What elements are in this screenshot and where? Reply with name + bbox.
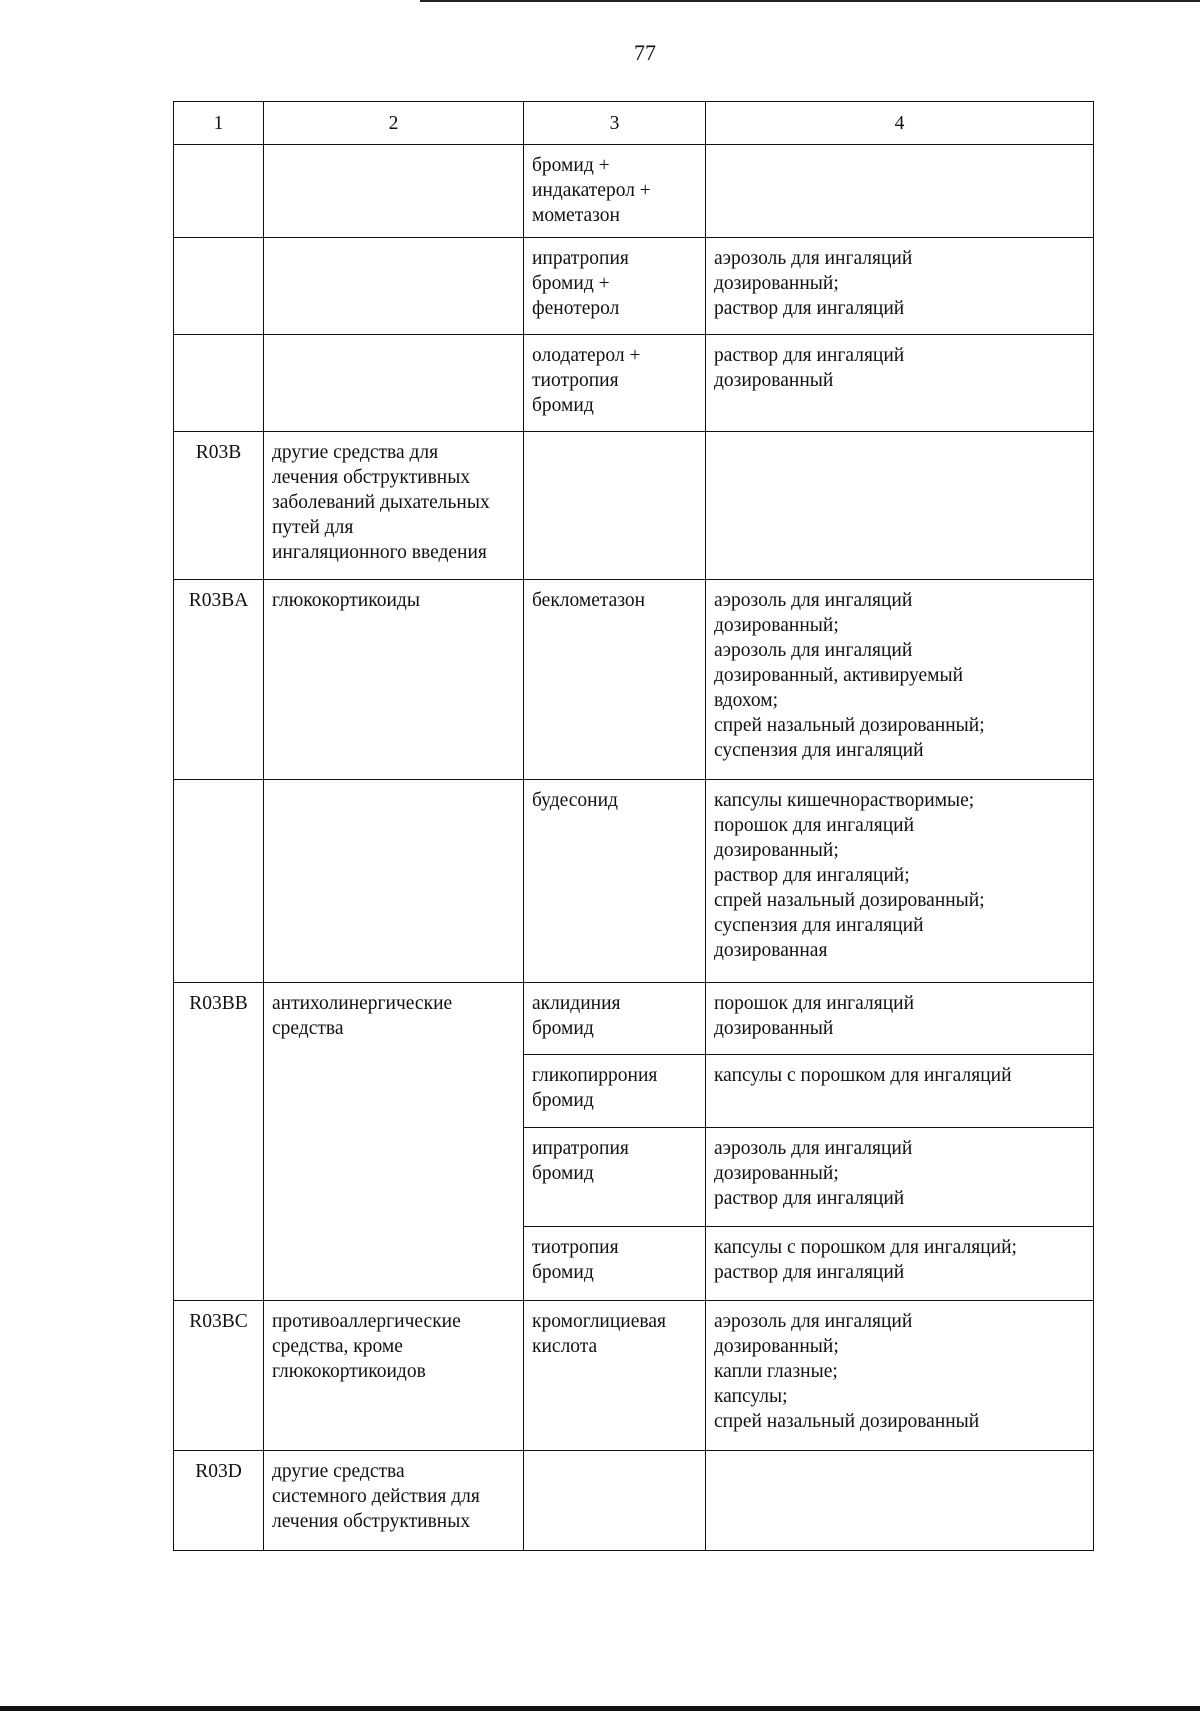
atc-code-cell	[174, 335, 264, 432]
substance-cell-line: бромид	[532, 1090, 594, 1111]
dosage-forms-cell	[706, 1301, 1094, 1451]
substance-cell	[524, 145, 706, 238]
dosage-forms-cell-line: суспензия для ингаляций	[714, 740, 924, 761]
dosage-forms-cell-line: раствор для ингаляций	[714, 1188, 905, 1209]
substance-cell-line: индакатерол +	[532, 180, 651, 201]
table-row	[174, 780, 1094, 983]
substance-cell-line: беклометазон	[532, 590, 646, 611]
atc-group-cell	[264, 1451, 524, 1551]
header-col-2: 2	[264, 102, 524, 145]
dosage-forms-cell	[706, 1451, 1094, 1551]
atc-group-cell-line: средства, кроме	[272, 1336, 403, 1357]
dosage-forms-cell	[706, 432, 1094, 580]
bottom-border-line	[0, 1706, 1200, 1711]
table-row	[174, 580, 1094, 780]
substance-cell-line: тиотропия	[532, 1237, 619, 1258]
atc-group-cell-line: лечения обструктивных	[272, 1511, 471, 1532]
dosage-forms-cell-line: дозированный	[714, 1018, 834, 1039]
header-row	[174, 102, 1094, 145]
dosage-forms-cell-line: спрей назальный дозированный;	[714, 890, 985, 911]
dosage-forms-cell-line: капсулы;	[714, 1386, 788, 1407]
dosage-forms-cell-line: суспензия для ингаляций	[714, 915, 924, 936]
dosage-forms-cell-line: дозированная	[714, 940, 828, 961]
table-row	[174, 335, 1094, 432]
substance-cell-line: бромид	[532, 1163, 594, 1184]
substance-cell	[524, 1227, 706, 1301]
atc-code-cell: R03BB	[174, 983, 264, 1301]
dosage-forms-cell-line: вдохом;	[714, 690, 779, 711]
substance-cell-line: мометазон	[532, 205, 620, 226]
atc-group-cell	[264, 145, 524, 238]
substance-cell	[524, 580, 706, 780]
top-border-line	[420, 0, 1200, 2]
substance-cell	[524, 432, 706, 580]
header-col-1: 1	[174, 102, 264, 145]
atc-group-cell-line: глюкокортикоиды	[272, 590, 420, 611]
atc-group-cell-line: противоаллергические	[272, 1311, 461, 1332]
table-row	[174, 238, 1094, 335]
atc-group-cell-line: путей для	[272, 517, 354, 538]
table-row	[174, 1301, 1094, 1451]
atc-code-cell: R03BC	[174, 1301, 264, 1451]
dosage-forms-cell-line: аэрозоль для ингаляций	[714, 640, 913, 661]
dosage-forms-cell-line: дозированный;	[714, 1336, 839, 1357]
dosage-forms-cell	[706, 145, 1094, 238]
dosage-forms-cell-line: дозированный, активируемый	[714, 665, 964, 686]
dosage-forms-cell-line: дозированный;	[714, 273, 839, 294]
dosage-forms-cell-line: порошок для ингаляций	[714, 993, 914, 1014]
substance-cell-line: бромид +	[532, 155, 610, 176]
substance-cell-line: олодатерол +	[532, 345, 641, 366]
atc-group-cell-line: системного действия для	[272, 1486, 480, 1507]
page-number: 77	[634, 40, 656, 65]
dosage-forms-cell	[706, 1227, 1094, 1301]
atc-group-cell-line: средства	[272, 1018, 344, 1039]
dosage-forms-cell-line: капсулы с порошком для ингаляций;	[714, 1237, 1017, 1258]
substance-cell-line: фенотерол	[532, 298, 620, 319]
substance-cell	[524, 1128, 706, 1227]
dosage-forms-cell	[706, 983, 1094, 1055]
substance-cell-line: будесонид	[532, 790, 618, 811]
dosage-forms-cell-line: капли глазные;	[714, 1361, 838, 1382]
atc-group-cell-line: другие средства для	[272, 442, 439, 463]
atc-group-cell-line: заболеваний дыхательных	[272, 492, 490, 513]
substance-cell-line: аклидиния	[532, 993, 621, 1014]
substance-cell	[524, 238, 706, 335]
substance-cell-line: бромид	[532, 1018, 594, 1039]
dosage-forms-cell	[706, 580, 1094, 780]
dosage-forms-cell-line: дозированный;	[714, 840, 839, 861]
substance-cell-line: гликопиррония	[532, 1065, 658, 1086]
atc-group-cell-line: антихолинергические	[272, 993, 453, 1014]
substance-cell	[524, 335, 706, 432]
dosage-forms-cell	[706, 1055, 1094, 1128]
dosage-forms-cell	[706, 780, 1094, 983]
atc-group-cell-line: ингаляционного введения	[272, 542, 487, 563]
dosage-forms-cell-line: порошок для ингаляций	[714, 815, 914, 836]
substance-cell	[524, 1301, 706, 1451]
atc-code-cell: R03B	[174, 432, 264, 580]
dosage-forms-cell-line: спрей назальный дозированный	[714, 1411, 980, 1432]
substance-cell	[524, 1055, 706, 1128]
dosage-forms-cell-line: аэрозоль для ингаляций	[714, 1138, 913, 1159]
dosage-forms-cell-line: раствор для ингаляций	[714, 345, 905, 366]
dosage-forms-cell-line: раствор для ингаляций	[714, 298, 905, 319]
substance-cell-line: тиотропия	[532, 370, 619, 391]
atc-group-cell	[264, 432, 524, 580]
substance-cell-line: кислота	[532, 1336, 598, 1357]
dosage-forms-cell-line: спрей назальный дозированный;	[714, 715, 985, 736]
table-row	[174, 983, 1094, 1055]
atc-group-cell	[264, 983, 524, 1301]
atc-group-cell	[264, 580, 524, 780]
dosage-forms-cell-line: дозированный	[714, 370, 834, 391]
substance-cell-line: кромоглициевая	[532, 1311, 666, 1332]
substance-cell-line: бромид	[532, 1262, 594, 1283]
dosage-forms-cell	[706, 238, 1094, 335]
dosage-forms-cell	[706, 335, 1094, 432]
atc-code-cell: R03D	[174, 1451, 264, 1551]
atc-group-cell	[264, 335, 524, 432]
dosage-forms-cell-line: аэрозоль для ингаляций	[714, 590, 913, 611]
dosage-forms-cell-line: капсулы кишечнорастворимые;	[714, 790, 975, 811]
dosage-forms-cell-line: раствор для ингаляций;	[714, 865, 910, 886]
drug-table-body	[174, 102, 1094, 1551]
atc-group-cell-line: глюкокортикоидов	[272, 1361, 426, 1382]
dosage-forms-cell-line: аэрозоль для ингаляций	[714, 1311, 913, 1332]
atc-code-cell	[174, 780, 264, 983]
substance-cell	[524, 780, 706, 983]
dosage-forms-cell-line: дозированный;	[714, 1163, 839, 1184]
substance-cell	[524, 983, 706, 1055]
atc-group-cell	[264, 780, 524, 983]
atc-code-cell	[174, 238, 264, 335]
substance-cell	[524, 1451, 706, 1551]
header-col-4: 4	[706, 102, 1094, 145]
dosage-forms-cell-line: капсулы с порошком для ингаляций	[714, 1065, 1012, 1086]
atc-group-cell	[264, 1301, 524, 1451]
table-row	[174, 432, 1094, 580]
drug-table	[173, 101, 1094, 1551]
header-col-3: 3	[524, 102, 706, 145]
substance-cell-line: ипратропия	[532, 1138, 629, 1159]
atc-group-cell-line: лечения обструктивных	[272, 467, 471, 488]
dosage-forms-cell	[706, 1128, 1094, 1227]
dosage-forms-cell-line: раствор для ингаляций	[714, 1262, 905, 1283]
table-row	[174, 145, 1094, 238]
dosage-forms-cell-line: аэрозоль для ингаляций	[714, 248, 913, 269]
atc-group-cell-line: другие средства	[272, 1461, 405, 1482]
atc-code-cell: R03BA	[174, 580, 264, 780]
substance-cell-line: ипратропия	[532, 248, 629, 269]
dosage-forms-cell-line: дозированный;	[714, 615, 839, 636]
atc-group-cell	[264, 238, 524, 335]
table-row	[174, 1451, 1094, 1551]
atc-code-cell	[174, 145, 264, 238]
substance-cell-line: бромид +	[532, 273, 610, 294]
substance-cell-line: бромид	[532, 395, 594, 416]
